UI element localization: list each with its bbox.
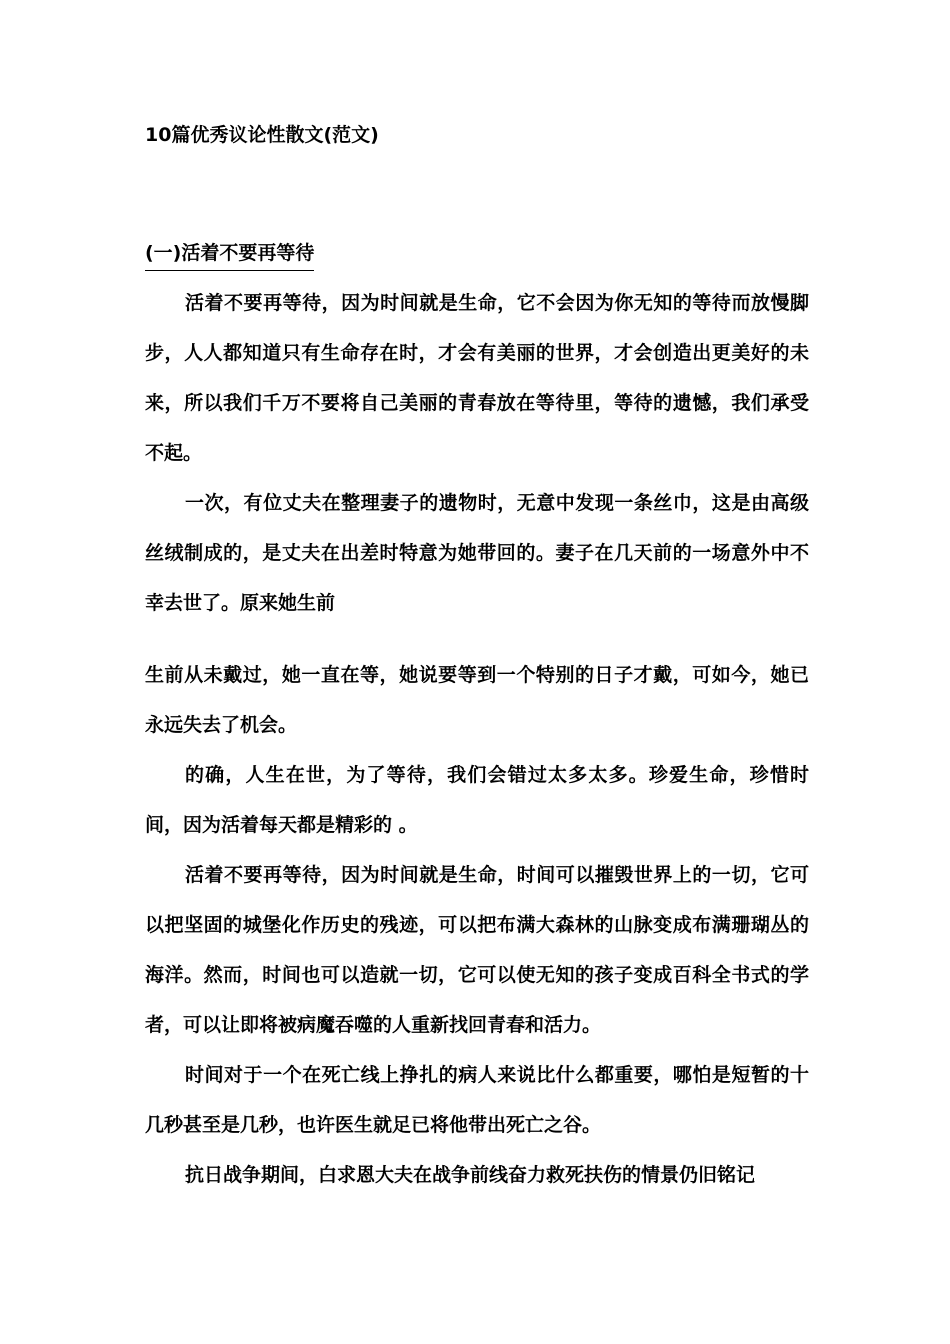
paragraph: 抗日战争期间，白求恩大夫在战争前线奋力救死扶伤的情景仍旧铭记 — [185, 1164, 756, 1186]
section-heading: (一)活着不要再等待 — [145, 238, 314, 271]
document-title: 10篇优秀议论性散文(范文) — [145, 124, 379, 146]
paragraph: 的确，人生在世，为了等待，我们会错过太多太多。珍爱生命，珍惜时间，因为活着每天都是精彩的 。 — [145, 764, 809, 836]
paragraph: 时间对于一个在死亡线上挣扎的病人来说比什么都重要，哪怕是短暂的十几秒甚至是几秒，也许医生就足已将他带出死亡之谷。 — [145, 1064, 809, 1136]
paragraph: 活着不要再等待，因为时间就是生命，时间可以摧毁世界上的一切，它可以把坚固的城堡化作历史的残迹，可以把布满大森林的山脉变成布满珊瑚丛的海洋。然而，时间也可以造就一切，它可以使无知的孩子变成百科全书式的学者，可以让即将被病魔吞噬的人重新找回青春和活力。 — [145, 864, 809, 1036]
paragraph: 生前从未戴过，她一直在等，她说要等到一个特别的日子才戴，可如今，她已永远失去了机会。 — [145, 664, 809, 736]
paragraph: 一次，有位丈夫在整理妻子的遗物时，无意中发现一条丝巾，这是由高级丝绒制成的，是丈夫在出差时特意为她带回的。妻子在几天前的一场意外中不幸去世了。原来她生前 — [145, 492, 809, 614]
paragraph: 活着不要再等待，因为时间就是生命，它不会因为你无知的等待而放慢脚步，人人都知道只有生命存在时，才会有美丽的世界，才会创造出更美好的未来，所以我们千万不要将自己美丽的青春放在等待里，等待的遗憾，我们承受不起。 — [145, 292, 809, 464]
